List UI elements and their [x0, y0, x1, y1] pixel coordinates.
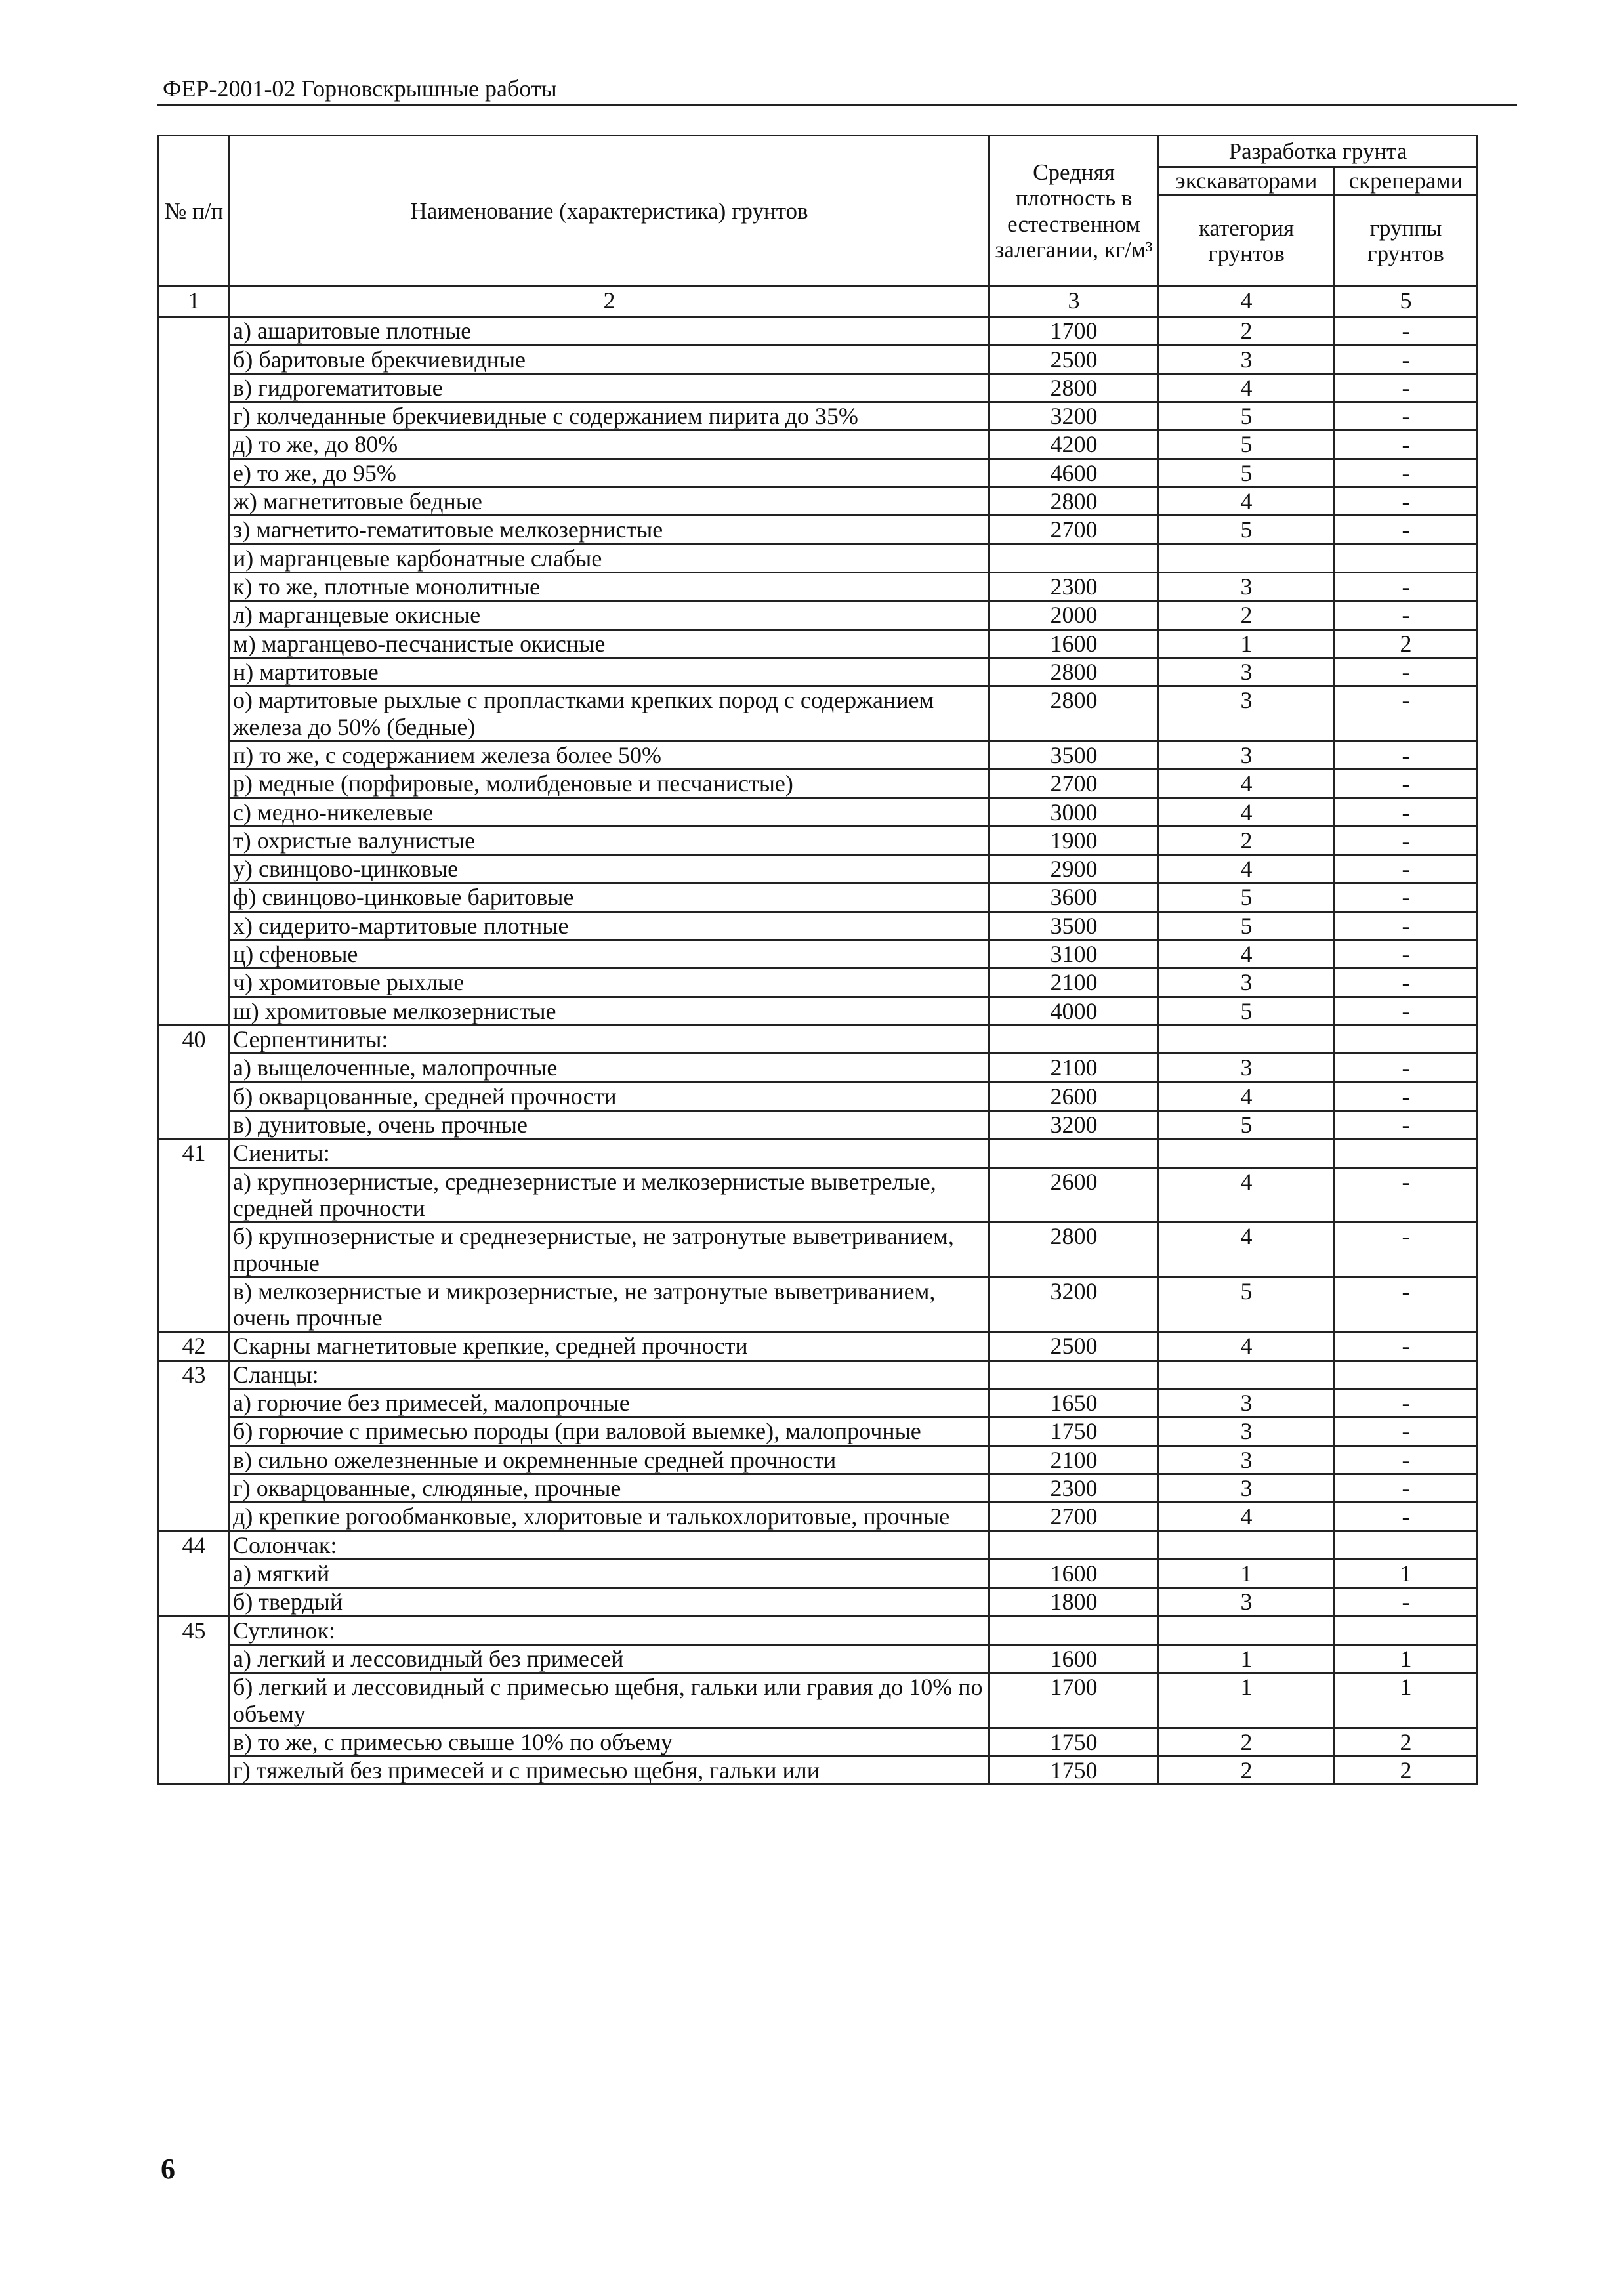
table-row [159, 345, 1478, 373]
density-cell [989, 544, 1159, 572]
table-row [159, 430, 1478, 459]
table-row [159, 1417, 1478, 1446]
table-row [159, 1277, 1478, 1332]
row-number-cell: 44 [159, 1531, 230, 1616]
excavator-category-cell: 3 [1159, 345, 1335, 373]
table-row [159, 1082, 1478, 1110]
excavator-category-cell [1159, 1139, 1335, 1167]
excavator-category-cell: 5 [1159, 1277, 1335, 1332]
scraper-group-cell: - [1335, 1474, 1478, 1503]
scraper-group-cell: - [1335, 488, 1478, 516]
table-row [159, 373, 1478, 402]
scraper-group-cell: - [1335, 741, 1478, 769]
document-title: ФЕР-2001-02 Горновскрышные работы [163, 75, 557, 102]
density-cell: 3500 [989, 741, 1159, 769]
excavator-category-cell: 4 [1159, 488, 1335, 516]
category-header: категория грунтов [1159, 195, 1335, 287]
col-num-header: № п/п [159, 136, 230, 287]
density-cell: 1600 [989, 629, 1159, 657]
table-row [159, 770, 1478, 798]
soil-name-cell: ш) хромитовые мелкозернистые [230, 997, 989, 1025]
table-head [159, 136, 1478, 317]
groups-header: группы грунтов [1335, 195, 1478, 287]
excavator-category-cell: 3 [1159, 1446, 1335, 1474]
table-row [159, 1559, 1478, 1587]
density-cell [989, 1026, 1159, 1054]
table-row [159, 1673, 1478, 1728]
scraper-group-cell: - [1335, 1082, 1478, 1110]
scraper-group-cell [1335, 1139, 1478, 1167]
scraper-group-cell: - [1335, 402, 1478, 430]
density-cell: 3200 [989, 1277, 1159, 1332]
density-cell: 2600 [989, 1167, 1159, 1222]
soil-name-cell: в) мелкозернистые и микрозернистые, не затронутые выветриванием, очень прочные [230, 1277, 989, 1332]
scraper-group-cell [1335, 1616, 1478, 1644]
soil-name-cell: б) легкий и лессовидный с примесью щебня, гальки или гравия до 10% по объему [230, 1673, 989, 1728]
scraper-group-cell: - [1335, 968, 1478, 997]
excavator-category-cell: 4 [1159, 940, 1335, 968]
excavator-category-cell: 3 [1159, 1474, 1335, 1503]
excavator-category-cell: 1 [1159, 1673, 1335, 1728]
soil-name-cell: а) мягкий [230, 1559, 989, 1587]
table-row [159, 1757, 1478, 1785]
excavator-category-cell: 3 [1159, 1417, 1335, 1446]
scraper-group-cell: - [1335, 911, 1478, 940]
soil-name-cell: г) тяжелый без примесей и с примесью щебня, гальки или [230, 1757, 989, 1785]
scraper-group-cell: - [1335, 1389, 1478, 1417]
table-row [159, 1531, 1478, 1559]
table-row [159, 940, 1478, 968]
soil-name-cell: б) крупнозернистые и среднезернистые, не затронутые выветриванием, прочные [230, 1222, 989, 1278]
col-name-header: Наименование (характеристика) грунтов [230, 136, 989, 287]
density-cell: 3000 [989, 798, 1159, 826]
soil-name-cell: е) то же, до 95% [230, 459, 989, 487]
table-row [159, 402, 1478, 430]
soil-name-cell: п) то же, с содержанием железа более 50% [230, 741, 989, 769]
density-cell: 2100 [989, 1054, 1159, 1082]
soil-name-cell: Солончак: [230, 1531, 989, 1559]
density-cell: 3100 [989, 940, 1159, 968]
table-row [159, 968, 1478, 997]
excavator-category-cell: 4 [1159, 798, 1335, 826]
excavator-category-cell [1159, 1360, 1335, 1388]
table-row [159, 629, 1478, 657]
density-cell: 2100 [989, 968, 1159, 997]
table-row [159, 1616, 1478, 1644]
density-cell: 3600 [989, 883, 1159, 911]
excavator-category-cell [1159, 1616, 1335, 1644]
density-cell: 2100 [989, 1446, 1159, 1474]
excavator-category-cell: 4 [1159, 373, 1335, 402]
soil-name-cell: а) крупнозернистые, среднезернистые и мелкозернистые выветрелые, средней прочности [230, 1167, 989, 1222]
scraper-group-cell: - [1335, 826, 1478, 854]
excavator-category-cell: 2 [1159, 317, 1335, 345]
scraper-group-cell: 1 [1335, 1559, 1478, 1587]
scraper-group-cell: - [1335, 1167, 1478, 1222]
excavator-category-cell: 2 [1159, 1757, 1335, 1785]
table-row [159, 1167, 1478, 1222]
excavator-category-cell: 4 [1159, 1167, 1335, 1222]
soil-name-cell: г) окварцованные, слюдяные, прочные [230, 1474, 989, 1503]
scraper-group-cell [1335, 1026, 1478, 1054]
density-cell [989, 1139, 1159, 1167]
scraper-group-cell: - [1335, 1588, 1478, 1616]
table-row [159, 601, 1478, 629]
table-body [159, 317, 1478, 1785]
excavator-category-cell: 2 [1159, 826, 1335, 854]
page-number: 6 [161, 2153, 175, 2185]
density-cell: 4200 [989, 430, 1159, 459]
density-cell: 1650 [989, 1389, 1159, 1417]
table-row [159, 883, 1478, 911]
scraper-group-cell [1335, 1360, 1478, 1388]
excavator-category-cell: 3 [1159, 741, 1335, 769]
soil-name-cell: в) сильно ожелезненные и окремненные средней прочности [230, 1446, 989, 1474]
excavator-category-cell: 3 [1159, 686, 1335, 741]
soil-name-cell: в) гидрогематитовые [230, 373, 989, 402]
scraper-group-cell: - [1335, 657, 1478, 686]
soil-name-cell: ч) хромитовые рыхлые [230, 968, 989, 997]
soil-name-cell: д) крепкие рогообманковые, хлоритовые и талькохлоритовые, прочные [230, 1503, 989, 1531]
soil-name-cell: ц) сфеновые [230, 940, 989, 968]
table-row [159, 317, 1478, 345]
scraper-group-cell: - [1335, 1417, 1478, 1446]
scraper-group-cell: - [1335, 459, 1478, 487]
density-cell: 3500 [989, 911, 1159, 940]
density-cell: 3200 [989, 1110, 1159, 1138]
table-row [159, 686, 1478, 741]
scraper-group-cell: 1 [1335, 1644, 1478, 1673]
table-row [159, 1222, 1478, 1278]
soil-name-cell: н) мартитовые [230, 657, 989, 686]
table-row [159, 997, 1478, 1025]
excavator-category-cell: 3 [1159, 657, 1335, 686]
scraper-group-cell: - [1335, 770, 1478, 798]
excavator-category-cell: 2 [1159, 601, 1335, 629]
excavator-category-cell: 4 [1159, 1222, 1335, 1278]
soil-name-cell: б) горючие с примесью породы (при валовой выемке), малопрочные [230, 1417, 989, 1446]
excavator-category-cell: 3 [1159, 573, 1335, 601]
table-row [159, 516, 1478, 544]
excavator-category-cell: 3 [1159, 1588, 1335, 1616]
density-cell: 4600 [989, 459, 1159, 487]
excavator-category-cell: 4 [1159, 770, 1335, 798]
soil-name-cell: в) дунитовые, очень прочные [230, 1110, 989, 1138]
soil-name-cell: ф) свинцово-цинковые баритовые [230, 883, 989, 911]
scraper-group-cell: - [1335, 601, 1478, 629]
excavator-category-cell: 3 [1159, 1389, 1335, 1417]
soil-name-cell: Суглинок: [230, 1616, 989, 1644]
soil-name-cell: у) свинцово-цинковые [230, 855, 989, 883]
density-cell: 2600 [989, 1082, 1159, 1110]
density-cell: 2500 [989, 345, 1159, 373]
excavator-category-cell: 5 [1159, 430, 1335, 459]
soil-name-cell: Сиениты: [230, 1139, 989, 1167]
table-row [159, 573, 1478, 601]
scraper-group-cell: - [1335, 317, 1478, 345]
soil-name-cell: а) выщелоченные, малопрочные [230, 1054, 989, 1082]
excavator-category-cell: 5 [1159, 516, 1335, 544]
table-row [159, 1503, 1478, 1531]
soil-name-cell: а) легкий и лессовидный без примесей [230, 1644, 989, 1673]
column-index-row [159, 287, 1478, 317]
excavator-category-cell: 3 [1159, 1054, 1335, 1082]
excavator-category-cell: 3 [1159, 968, 1335, 997]
density-cell: 2900 [989, 855, 1159, 883]
density-cell: 2800 [989, 657, 1159, 686]
scraper-group-cell: - [1335, 855, 1478, 883]
table-row [159, 488, 1478, 516]
density-cell: 1750 [989, 1417, 1159, 1446]
excavator-category-cell: 5 [1159, 459, 1335, 487]
soil-name-cell: г) колчеданные брекчиевидные с содержанием пирита до 35% [230, 402, 989, 430]
soil-name-cell: л) марганцевые окисные [230, 601, 989, 629]
density-cell: 1600 [989, 1559, 1159, 1587]
excavator-category-cell: 5 [1159, 1110, 1335, 1138]
density-cell: 2700 [989, 1503, 1159, 1531]
table-row [159, 1588, 1478, 1616]
table-row [159, 1110, 1478, 1138]
column-index-cell: 5 [1335, 287, 1478, 317]
excavators-header: экскаваторами [1159, 167, 1335, 195]
scraper-group-cell: - [1335, 686, 1478, 741]
excavator-category-cell [1159, 1026, 1335, 1054]
density-cell: 2800 [989, 488, 1159, 516]
table-row [159, 1360, 1478, 1388]
column-index-cell: 2 [230, 287, 989, 317]
development-header: Разработка грунта [1159, 136, 1478, 167]
row-number-cell: 45 [159, 1616, 230, 1785]
density-cell [989, 1616, 1159, 1644]
excavator-category-cell: 1 [1159, 629, 1335, 657]
table-row [159, 459, 1478, 487]
row-number-cell [159, 317, 230, 1026]
table-row [159, 1446, 1478, 1474]
soil-name-cell: ж) магнетитовые бедные [230, 488, 989, 516]
soil-name-cell: Сланцы: [230, 1360, 989, 1388]
density-cell: 3200 [989, 402, 1159, 430]
excavator-category-cell: 4 [1159, 1082, 1335, 1110]
table-row [159, 1644, 1478, 1673]
excavator-category-cell: 5 [1159, 911, 1335, 940]
row-number-cell: 40 [159, 1026, 230, 1139]
excavator-category-cell [1159, 1531, 1335, 1559]
scraper-group-cell: - [1335, 373, 1478, 402]
scraper-group-cell: 2 [1335, 629, 1478, 657]
soil-name-cell: б) твердый [230, 1588, 989, 1616]
scraper-group-cell [1335, 1531, 1478, 1559]
row-number-cell: 41 [159, 1139, 230, 1332]
table-row [159, 798, 1478, 826]
table-row [159, 1054, 1478, 1082]
excavator-category-cell: 2 [1159, 1728, 1335, 1756]
scraper-group-cell: - [1335, 1446, 1478, 1474]
soil-name-cell: т) охристые валунистые [230, 826, 989, 854]
table-row [159, 657, 1478, 686]
excavator-category-cell: 4 [1159, 1332, 1335, 1360]
scraper-group-cell: - [1335, 516, 1478, 544]
scrapers-header: скреперами [1335, 167, 1478, 195]
page-header [157, 73, 1517, 106]
soil-name-cell: а) горючие без примесей, малопрочные [230, 1389, 989, 1417]
table-row [159, 911, 1478, 940]
density-cell: 1700 [989, 1673, 1159, 1728]
table-row [159, 1474, 1478, 1503]
density-cell: 2300 [989, 1474, 1159, 1503]
table-row [159, 1332, 1478, 1360]
scraper-group-cell: - [1335, 883, 1478, 911]
soil-name-cell: и) марганцевые карбонатные слабые [230, 544, 989, 572]
scraper-group-cell: - [1335, 1277, 1478, 1332]
table-row [159, 544, 1478, 572]
excavator-category-cell [1159, 544, 1335, 572]
scraper-group-cell: - [1335, 1054, 1478, 1082]
column-index-cell: 1 [159, 287, 230, 317]
scraper-group-cell: 2 [1335, 1728, 1478, 1756]
density-cell: 2300 [989, 573, 1159, 601]
excavator-category-cell: 5 [1159, 883, 1335, 911]
density-cell [989, 1531, 1159, 1559]
soil-name-cell: р) медные (порфировые, молибденовые и песчанистые) [230, 770, 989, 798]
excavator-category-cell: 1 [1159, 1644, 1335, 1673]
scraper-group-cell [1335, 544, 1478, 572]
soil-name-cell: к) то же, плотные монолитные [230, 573, 989, 601]
scraper-group-cell: - [1335, 997, 1478, 1025]
excavator-category-cell: 4 [1159, 855, 1335, 883]
density-cell: 1700 [989, 317, 1159, 345]
table-row [159, 1026, 1478, 1054]
row-number-cell: 43 [159, 1360, 230, 1531]
density-cell: 2800 [989, 373, 1159, 402]
density-cell: 1900 [989, 826, 1159, 854]
density-cell: 1600 [989, 1644, 1159, 1673]
scraper-group-cell: - [1335, 1110, 1478, 1138]
soil-name-cell: м) марганцево-песчанистые окисные [230, 629, 989, 657]
table-row [159, 855, 1478, 883]
soil-name-cell: д) то же, до 80% [230, 430, 989, 459]
soil-name-cell: с) медно-никелевые [230, 798, 989, 826]
scraper-group-cell: - [1335, 573, 1478, 601]
scraper-group-cell: - [1335, 1332, 1478, 1360]
density-cell: 4000 [989, 997, 1159, 1025]
scraper-group-cell: - [1335, 798, 1478, 826]
excavator-category-cell: 4 [1159, 1503, 1335, 1531]
table-row [159, 1139, 1478, 1167]
table-row [159, 826, 1478, 854]
column-index-cell: 4 [1159, 287, 1335, 317]
soil-table [157, 135, 1478, 1785]
soil-name-cell: б) баритовые брекчиевидные [230, 345, 989, 373]
soil-name-cell: Серпентиниты: [230, 1026, 989, 1054]
soil-name-cell: б) окварцованные, средней прочности [230, 1082, 989, 1110]
density-cell: 2500 [989, 1332, 1159, 1360]
soil-name-cell: о) мартитовые рыхлые с пропластками крепких пород с содержанием железа до 50% (бедные) [230, 686, 989, 741]
soil-name-cell: Скарны магнетитовые крепкие, средней прочности [230, 1332, 989, 1360]
col-density-header: Средняя плотность в естественном залегании, кг/м³ [989, 136, 1159, 287]
soil-name-cell: а) ашаритовые плотные [230, 317, 989, 345]
row-number-cell: 42 [159, 1332, 230, 1360]
table-row [159, 1728, 1478, 1756]
column-index-cell: 3 [989, 287, 1159, 317]
density-cell [989, 1360, 1159, 1388]
table-row [159, 1389, 1478, 1417]
density-cell: 1750 [989, 1728, 1159, 1756]
density-cell: 2800 [989, 686, 1159, 741]
density-cell: 2700 [989, 770, 1159, 798]
soil-name-cell: в) то же, с примесью свыше 10% по объему [230, 1728, 989, 1756]
scraper-group-cell: - [1335, 430, 1478, 459]
scraper-group-cell: - [1335, 1222, 1478, 1278]
density-cell: 2000 [989, 601, 1159, 629]
density-cell: 1750 [989, 1757, 1159, 1785]
excavator-category-cell: 1 [1159, 1559, 1335, 1587]
excavator-category-cell: 5 [1159, 997, 1335, 1025]
scraper-group-cell: - [1335, 940, 1478, 968]
scraper-group-cell: 2 [1335, 1757, 1478, 1785]
excavator-category-cell: 5 [1159, 402, 1335, 430]
density-cell: 1800 [989, 1588, 1159, 1616]
scraper-group-cell: 1 [1335, 1673, 1478, 1728]
density-cell: 2700 [989, 516, 1159, 544]
table-row [159, 741, 1478, 769]
soil-name-cell: х) сидерито-мартитовые плотные [230, 911, 989, 940]
scraper-group-cell: - [1335, 345, 1478, 373]
soil-name-cell: з) магнетито-гематитовые мелкозернистые [230, 516, 989, 544]
scraper-group-cell: - [1335, 1503, 1478, 1531]
density-cell: 2800 [989, 1222, 1159, 1278]
